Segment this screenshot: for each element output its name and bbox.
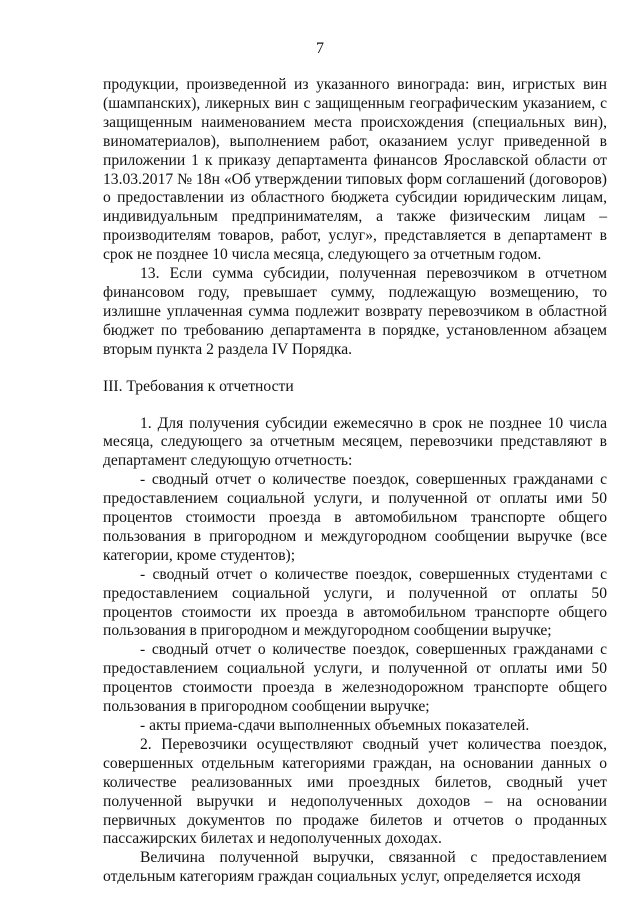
document-body xyxy=(103,76,607,887)
paragraph-item-13: 13. Если сумма субсидии, полученная перевозчиком в отчетном финансовом году, превышает сумму, подлежащую возмещению, то излишне уплаченная сумма подлежит возврату перевозчиком в областной бюджет по требованию департамента в порядке, установленном абзацем вторым пункта 2 раздела IV Порядка. xyxy=(103,265,607,358)
list-item-report-citizens-rail: - сводный отчет о количестве поездок, совершенных гражданами с предоставлением социальной услуги, и полученной от оплаты ими 50 процентов стоимости проезда в железнодорожном транспорте общего пользования в пригородном сообщении выручке; xyxy=(103,641,607,716)
list-item-report-citizens-auto: - сводный отчет о количестве поездок, совершенных гражданами с предоставлением социальной услуги, и полученной от оплаты ими 50 процентов стоимости проезда в автомобильном транспорте общего пользования в пригородном и междугородном сообщении выручке (все категории, кроме студентов); xyxy=(103,471,607,564)
section-heading: III. Требования к отчетности xyxy=(103,377,294,395)
paragraph-item-2: 2. Перевозчики осуществляют сводный учет количества поездок, совершенных отдельным категориями граждан, на основании данных о количестве реализованных ими проездных билетов, сводный учет полученной выручки и недополученных доходов – на основании первичных документов по продаже билетов и отчетов о проданных пассажирских билетах и недополученных доходах. xyxy=(103,735,607,848)
list-item-acts: - акты приема-сдачи выполненных объемных показателей. xyxy=(140,717,530,734)
paragraph-revenue: Величина полученной выручки, связанной с предоставлением отдельным категориям граждан социальных услуг, определяется исходя xyxy=(103,849,607,886)
page-number: 7 xyxy=(316,40,324,57)
paragraph-item-1: 1. Для получения субсидии ежемесячно в срок не позднее 10 числа месяца, следующего за отчетным месяцем, перевозчики представляют в департамент следующую отчетность: xyxy=(103,414,607,470)
paragraph-continuation: продукции, произведенной из указанного винограда: вин, игристых вин (шампанских), ликерных вин с защищенным географическим указанием, с защищенным наименованием места происхождения (специальных вин), виноматериалов), выполнением работ, оказанием услуг приведенной в приложении 1 к приказу департамента финансов Ярославской области от 13.03.2017 № 18н «Об утверждении типовых форм соглашений (договоров) о предоставлении из областного бюджета субсидии юридическим лицам, индивидуальным предпринимателям, а также физическим лицам – производителям товаров, работ, услуг», представляется в департамент в срок не позднее 10 числа месяца, следующего за отчетным годом. xyxy=(103,76,607,264)
list-item-report-students: - сводный отчет о количестве поездок, совершенных студентами с предоставлением социальной услуги, и полученной от оплаты 50 процентов стоимости их проезда в автомобильном транспорте общего пользования в пригородном и междугородном сообщении выручке; xyxy=(103,565,607,640)
